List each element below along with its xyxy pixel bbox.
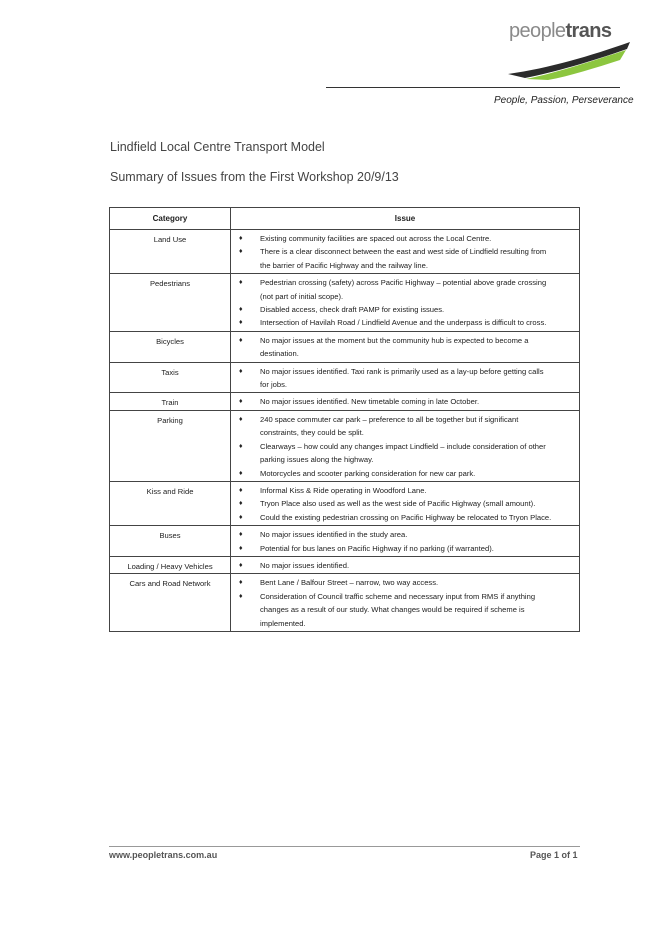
document-subtitle: Summary of Issues from the First Workshop 20/9/13 [110, 170, 399, 184]
issue-cell [231, 393, 580, 410]
table-row [110, 274, 580, 332]
issue-item [239, 232, 553, 245]
category-cell: Kiss and Ride [110, 481, 231, 525]
issue-text: Informal Kiss & Ride operating in Woodford Lane. [260, 485, 427, 495]
issue-item [239, 511, 553, 524]
table-row [110, 574, 580, 632]
issue-item [239, 365, 553, 392]
issues-table [109, 207, 580, 632]
issue-list [239, 395, 553, 408]
company-tagline: People, Passion, Perseverance [494, 95, 634, 106]
issue-cell [231, 574, 580, 632]
diamond-bullet-icon: ♦ [239, 336, 243, 344]
issue-cell [231, 362, 580, 393]
issue-list [239, 528, 553, 555]
category-cell: Cars and Road Network [110, 574, 231, 632]
diamond-bullet-icon: ♦ [239, 531, 243, 539]
diamond-bullet-icon: ♦ [239, 415, 243, 423]
category-column-header: Category [110, 208, 231, 230]
issue-text: Disabled access, check draft PAMP for existing issues. [260, 305, 445, 315]
category-cell: Pedestrians [110, 274, 231, 332]
issue-text: Tryon Place also used as well as the west side of Pacific Highway (small amount). [260, 499, 536, 509]
issues-table-body [110, 230, 580, 632]
table-row [110, 481, 580, 525]
diamond-bullet-icon: ♦ [239, 319, 243, 327]
issue-text: No major issues identified. Taxi rank is primarily used as a lay-up before getting calls for jobs. [260, 366, 544, 390]
diamond-bullet-icon: ♦ [239, 544, 243, 552]
footer-website: www.peopletrans.com.au [109, 850, 218, 860]
issue-text: Intersection of Havilah Road / Lindfield Avenue and the underpass is difficult to cross. [260, 318, 547, 328]
issue-cell [231, 481, 580, 525]
category-cell: Taxis [110, 362, 231, 393]
company-logo: peopletrans [509, 20, 612, 42]
table-row [110, 410, 580, 481]
diamond-bullet-icon: ♦ [239, 306, 243, 314]
issue-cell [231, 230, 580, 274]
diamond-bullet-icon: ♦ [239, 579, 243, 587]
table-row [110, 556, 580, 573]
diamond-bullet-icon: ♦ [239, 248, 243, 256]
issue-text: Consideration of Council traffic scheme and necessary input from RMS if anything changes as a result of our study. What changes would be required if scheme is implemented. [260, 591, 536, 628]
category-cell: Buses [110, 526, 231, 557]
category-cell: Loading / Heavy Vehicles [110, 556, 231, 573]
diamond-bullet-icon: ♦ [239, 367, 243, 375]
diamond-bullet-icon: ♦ [239, 486, 243, 494]
issue-cell [231, 556, 580, 573]
issue-item [239, 576, 553, 589]
diamond-bullet-icon: ♦ [239, 592, 243, 600]
issue-text: Potential for bus lanes on Pacific Highway if no parking (if warranted). [260, 543, 494, 553]
issue-list [239, 484, 553, 524]
table-row [110, 230, 580, 274]
issue-text: Existing community facilities are spaced out across the Local Centre. [260, 234, 492, 243]
issue-cell [231, 526, 580, 557]
table-header-row [110, 208, 580, 230]
issue-item [239, 413, 553, 440]
issue-cell [231, 274, 580, 332]
table-row [110, 331, 580, 362]
issue-cell [231, 331, 580, 362]
issue-cell [231, 410, 580, 481]
issue-text: Clearways – how could any changes impact Lindfield – include consideration of other parking issues along the highway. [260, 441, 546, 465]
issue-item [239, 542, 553, 555]
issue-item [239, 395, 553, 408]
table-row [110, 362, 580, 393]
issue-list [239, 365, 553, 392]
issue-item [239, 334, 553, 361]
issue-column-header: Issue [231, 208, 580, 230]
category-cell: Train [110, 393, 231, 410]
diamond-bullet-icon: ♦ [239, 500, 243, 508]
issue-text: No major issues identified. New timetable coming in late October. [260, 397, 480, 407]
issue-list [239, 559, 553, 572]
issue-item [239, 467, 553, 480]
issue-text: Could the existing pedestrian crossing on Pacific Highway be relocated to Tryon Place. [260, 512, 552, 522]
diamond-bullet-icon: ♦ [239, 279, 243, 287]
diamond-bullet-icon: ♦ [239, 235, 243, 242]
page-number: Page 1 of 1 [530, 850, 578, 860]
diamond-bullet-icon: ♦ [239, 513, 243, 521]
issue-text: Motorcycles and scooter parking consideration for new car park. [260, 468, 476, 478]
issue-item [239, 559, 553, 572]
issue-list [239, 232, 553, 272]
issue-text: No major issues identified in the study area. [260, 530, 408, 540]
header-divider [326, 87, 620, 88]
issue-item [239, 484, 553, 497]
issue-item [239, 276, 553, 303]
issue-text: 240 space commuter car park – preference to all be together but if significant constraints, they could be split. [260, 414, 519, 438]
issue-list [239, 276, 553, 330]
category-cell: Land Use [110, 230, 231, 274]
table-row [110, 393, 580, 410]
issue-item [239, 497, 553, 510]
table-row [110, 526, 580, 557]
diamond-bullet-icon: ♦ [239, 561, 243, 569]
issue-list [239, 413, 553, 480]
issue-text: No major issues at the moment but the community hub is expected to become a destination. [260, 335, 529, 359]
diamond-bullet-icon: ♦ [239, 442, 243, 450]
issue-text: No major issues identified. [260, 560, 350, 570]
issue-item [239, 590, 553, 630]
issue-text: There is a clear disconnect between the east and west side of Lindfield resulting from the barrier of Pacific Highway and the railway line. [260, 247, 547, 270]
issue-item [239, 316, 553, 329]
category-cell: Bicycles [110, 331, 231, 362]
issue-list [239, 576, 553, 630]
issue-text: Pedestrian crossing (safety) across Pacific Highway – potential above grade crossing (not part of initial scope). [260, 278, 547, 301]
category-cell: Parking [110, 410, 231, 481]
diamond-bullet-icon: ♦ [239, 398, 243, 406]
diamond-bullet-icon: ♦ [239, 469, 243, 477]
issue-list [239, 334, 553, 361]
footer-divider [109, 846, 580, 847]
issue-item [239, 245, 553, 272]
issue-item [239, 303, 553, 316]
issue-item [239, 528, 553, 541]
document-title: Lindfield Local Centre Transport Model [110, 140, 325, 154]
issue-item [239, 440, 553, 467]
issue-text: Bent Lane / Balfour Street – narrow, two way access. [260, 578, 439, 588]
